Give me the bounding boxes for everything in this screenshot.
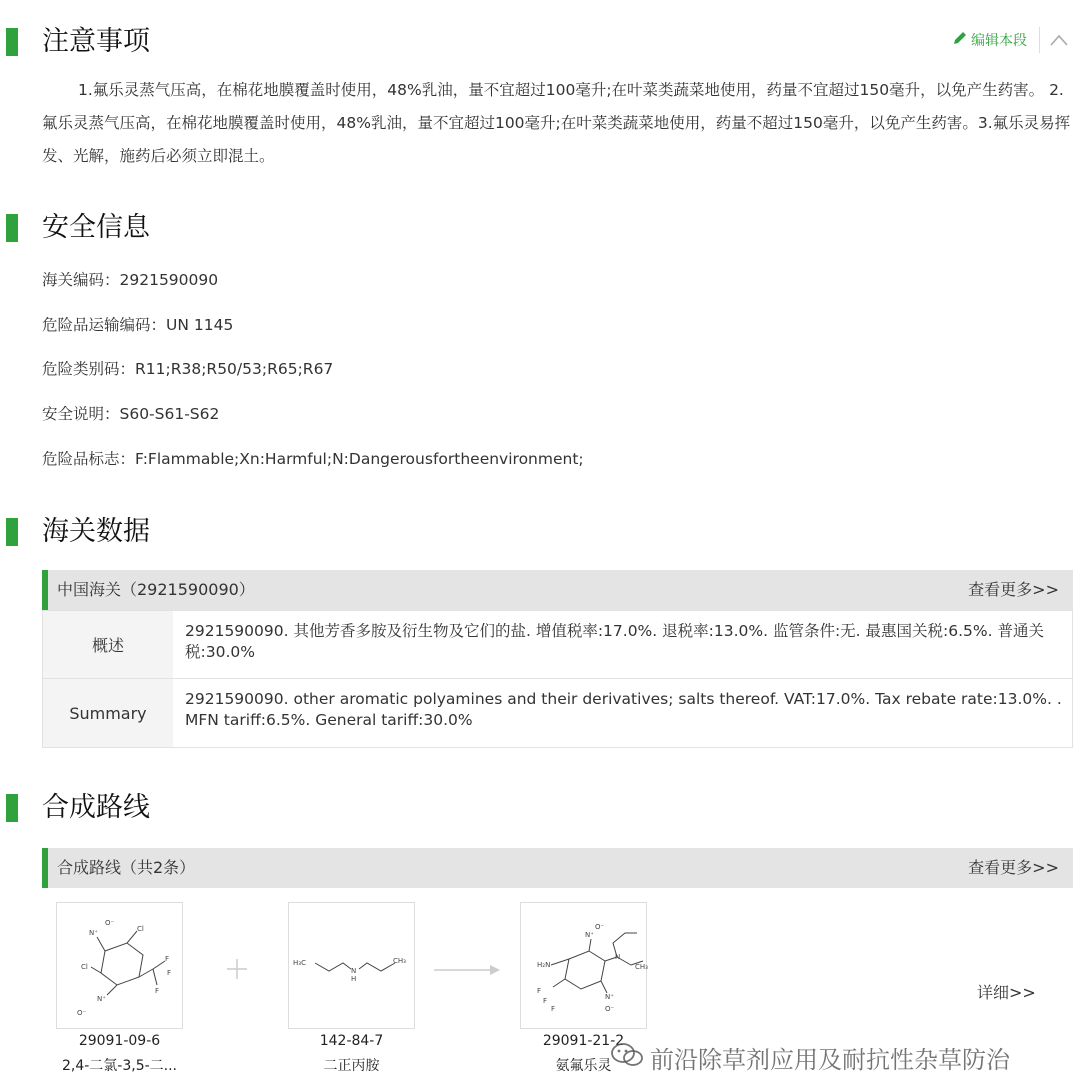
svg-text:F: F xyxy=(167,969,172,977)
customs-title: 海关数据 xyxy=(42,516,150,547)
pencil-icon xyxy=(952,30,968,50)
transport-code-line: 危险品运输编码：UN 1145 xyxy=(42,316,234,334)
section-tools xyxy=(952,26,1068,54)
customs-panel-title: 中国海关（2921590090） xyxy=(57,580,255,599)
compound-cas: 142-84-7 xyxy=(319,1033,384,1049)
watermark xyxy=(610,1040,1010,1075)
structure-image xyxy=(288,902,415,1029)
customs-code-line: 海关编码：2921590090 xyxy=(42,271,219,289)
svg-text:N: N xyxy=(351,967,357,975)
svg-text:H₃C: H₃C xyxy=(293,959,306,967)
synthesis-panel-title: 合成路线（共2条） xyxy=(57,858,196,877)
compound-name: 二正丙胺 xyxy=(323,1058,380,1074)
structure-image xyxy=(56,902,183,1029)
svg-text:F: F xyxy=(537,987,542,995)
table-row xyxy=(43,679,1072,747)
divider xyxy=(1039,27,1040,53)
svg-text:O⁻: O⁻ xyxy=(77,1009,87,1017)
compound-name: 2,4-二氯-3,5-二... xyxy=(61,1058,178,1074)
compound-cas: 29091-09-6 xyxy=(78,1033,161,1049)
svg-text:N⁺: N⁺ xyxy=(89,929,98,937)
row-value: 2921590090. other aromatic polyamines and their derivatives; salts thereof. VAT:17.0%. Tax rebate rate:13.0%. . MFN tariff:6.5%. General tariff:30.0% xyxy=(185,690,1062,729)
row-key: Summary xyxy=(43,679,173,747)
customs-table xyxy=(42,610,1073,748)
plus-icon xyxy=(226,958,248,984)
chevron-up-icon[interactable] xyxy=(1050,34,1068,46)
svg-text:F: F xyxy=(543,997,548,1005)
svg-text:H: H xyxy=(351,975,357,983)
svg-text:N⁺: N⁺ xyxy=(605,993,614,1001)
precautions-text: 1.氟乐灵蒸气压高，在棉花地膜覆盖时使用，48%乳油，量不宜超过100毫升;在叶菜类蔬菜地使用，药量不宜超过150毫升，以免产生药害。 2.氟乐灵蒸气压高，在棉花地膜覆盖时使用，48%乳油，量不宜超过100毫升;在叶菜类蔬菜地使用，药量不超过150毫升，以免产生药害。3.氟乐灵易挥发、光解，施药后必须立即混土。 xyxy=(42,81,1071,165)
edit-section-button[interactable] xyxy=(952,30,1027,50)
section-marker xyxy=(6,214,18,242)
synthesis-panel-header xyxy=(42,848,1073,888)
svg-text:CH₃: CH₃ xyxy=(635,963,648,971)
svg-text:F: F xyxy=(165,955,170,963)
reaction-arrow-icon xyxy=(432,962,504,981)
svg-text:N: N xyxy=(615,953,621,961)
section-marker xyxy=(6,518,18,546)
synthesis-more-link[interactable]: 查看更多>> xyxy=(968,858,1059,877)
safety-statement-line: 安全说明：S60-S61-S62 xyxy=(42,405,220,423)
compound-name: 氨氟乐灵 xyxy=(555,1058,612,1074)
section-marker xyxy=(6,28,18,56)
safety-title: 安全信息 xyxy=(42,212,150,243)
svg-text:O⁻: O⁻ xyxy=(105,919,115,927)
customs-panel-header xyxy=(42,570,1073,610)
compound-card[interactable] xyxy=(56,902,183,1075)
hazard-symbols-line: 危险品标志：F:Flammable;Xn:Harmful;N:Dangerousfortheenvironment; xyxy=(42,450,584,468)
svg-text:H₂N: H₂N xyxy=(537,961,551,969)
svg-text:O⁻: O⁻ xyxy=(605,1005,615,1013)
wechat-icon xyxy=(610,1041,644,1075)
edit-section-label: 编辑本段 xyxy=(971,33,1027,49)
svg-text:O⁻: O⁻ xyxy=(595,923,605,931)
watermark-text: 前沿除草剂应用及耐抗性杂草防治 xyxy=(650,1046,1010,1074)
svg-text:N⁺: N⁺ xyxy=(585,931,594,939)
svg-text:F: F xyxy=(155,987,160,995)
svg-text:CH₃: CH₃ xyxy=(393,957,406,965)
svg-text:N⁺: N⁺ xyxy=(97,995,106,1003)
precautions-title: 注意事项 xyxy=(42,26,150,57)
compound-card[interactable] xyxy=(288,902,415,1075)
structure-image xyxy=(520,902,647,1029)
compound-cas: 29091-21-2 xyxy=(542,1033,625,1049)
hazard-codes-line: 危险类别码：R11;R38;R50/53;R65;R67 xyxy=(42,360,334,378)
customs-more-link[interactable]: 查看更多>> xyxy=(968,580,1059,599)
table-row xyxy=(43,611,1072,679)
row-value: 2921590090. 其他芳香多胺及衍生物及它们的盐. 增值税率:17.0%. 退税率:13.0%. 监管条件:无. 最惠国关税:6.5%. 普通关税:30.0% xyxy=(185,622,1044,661)
row-key: 概述 xyxy=(43,611,173,678)
synthesis-title: 合成路线 xyxy=(42,792,150,823)
section-marker xyxy=(6,794,18,822)
svg-text:Cl: Cl xyxy=(81,963,88,971)
detail-link[interactable]: 详细>> xyxy=(977,983,1036,1002)
svg-text:Cl: Cl xyxy=(137,925,144,933)
svg-text:F: F xyxy=(551,1005,556,1013)
